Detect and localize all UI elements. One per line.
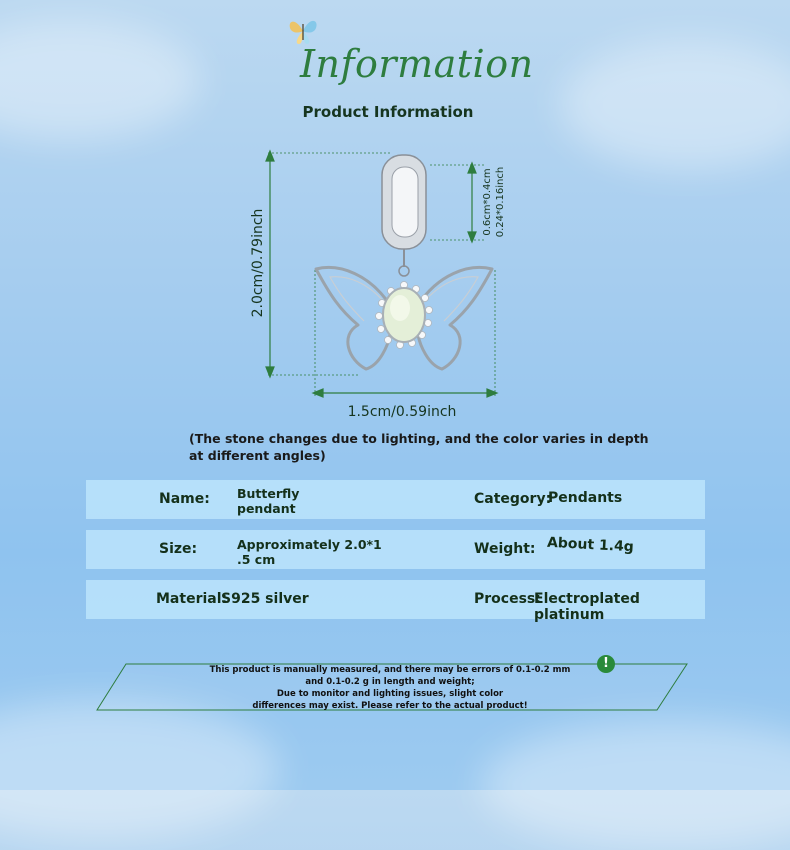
height-dimension-label: 2.0cm/0.79inch — [250, 208, 266, 318]
disclaimer-line: Due to monitor and lighting issues, slight color — [276, 689, 504, 699]
process-label: Process: — [474, 591, 541, 607]
spec-row-size-weight — [86, 530, 705, 569]
background-cloud — [480, 720, 790, 850]
lighting-note: (The stone changes due to lighting, and the color varies in depth at different angles) — [189, 431, 649, 463]
name-value-line2: pendant — [237, 501, 296, 516]
width-dimension-label: 1.5cm/0.59inch — [347, 404, 457, 420]
weight-label: Weight: — [474, 541, 536, 557]
disclaimer-line: and 0.1-0.2 g in length and weight; — [305, 677, 475, 687]
disclaimer-line: This product is manually measured, and there may be errors of 0.1-0.2 mm — [209, 665, 571, 675]
page-subtitle: Product Information — [302, 103, 474, 121]
background-cloud — [0, 20, 200, 140]
material-label: Material: — [156, 591, 228, 607]
pendant-bail — [382, 155, 426, 276]
name-label: Name: — [159, 491, 210, 507]
loop-dimension-label-inch: 0.24*0.16inch — [495, 166, 506, 238]
process-value: Electroplated platinum — [534, 591, 640, 623]
material-value: S925 silver — [221, 591, 309, 607]
spec-row-material-process — [86, 580, 705, 623]
background-cloud — [0, 700, 280, 840]
product-diagram — [240, 145, 540, 425]
size-value-line2: .5 cm — [237, 552, 276, 567]
weight-value: About 1.4g — [546, 534, 635, 556]
spec-row-name-category — [86, 480, 705, 519]
exclamation-icon: ! — [597, 655, 615, 673]
category-label: Category: — [474, 491, 552, 507]
name-value-line1: Butterfly — [237, 486, 300, 501]
disclaimer-line: differences may exist. Please refer to the actual product! — [252, 701, 528, 711]
category-value: Pendants — [548, 490, 623, 506]
script-title: Information — [300, 42, 534, 86]
loop-dimension-label-cm: 0.6cm*0.4cm — [482, 168, 493, 236]
size-value-line1: Approximately 2.0*1 — [237, 537, 382, 552]
size-label: Size: — [159, 541, 198, 557]
pendant-illustration — [240, 145, 540, 425]
disclaimer-text — [150, 664, 630, 712]
